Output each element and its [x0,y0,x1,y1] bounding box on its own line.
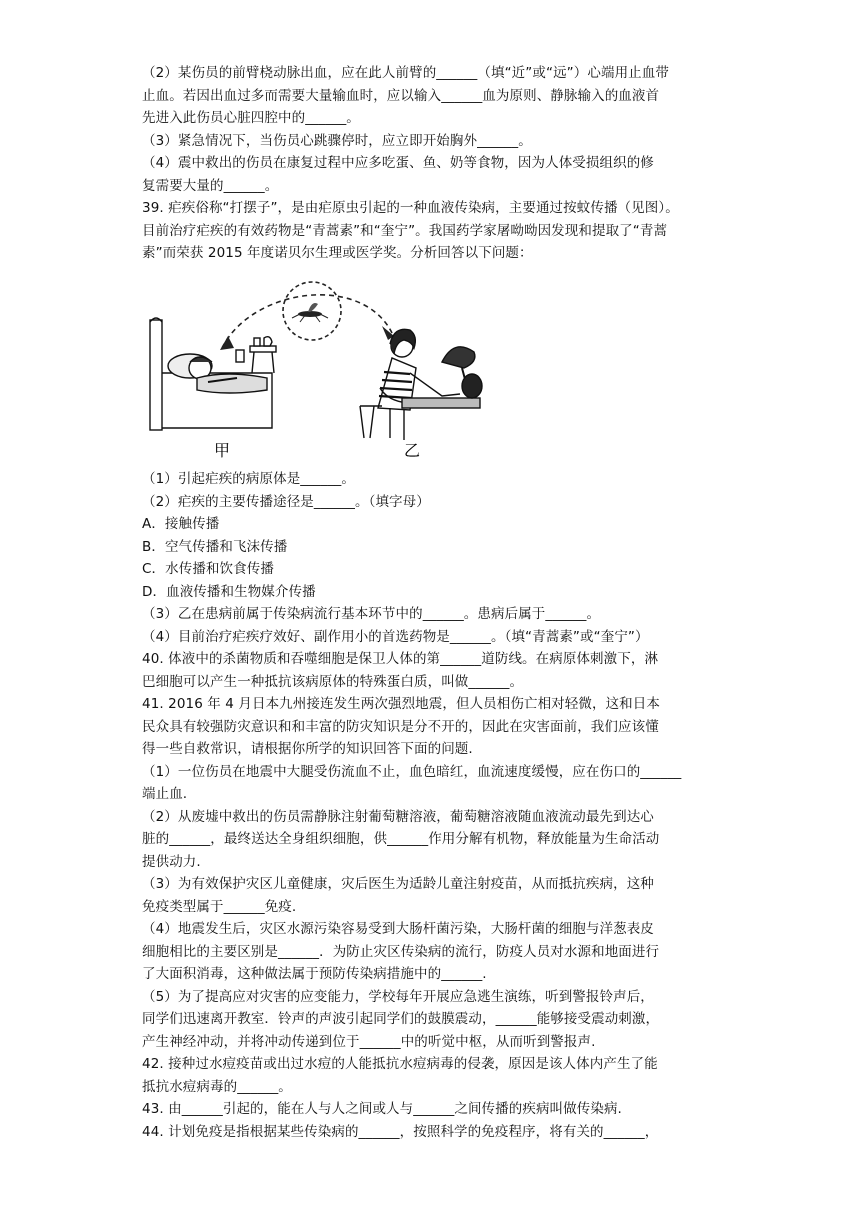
sick-patient-figure [150,318,276,430]
malaria-illustration [142,278,502,463]
q43-line1: 43. 由______引起的，能在人与人之间或人与______之间传播的疾病叫做传染病. [142,1101,622,1117]
q38-part2-line2: 止血。若因出血过多而需要大量输血时，应以输入______血为原则、静脉输入的血液首 [142,87,660,104]
q42-line2: 抵抗水痘病毒的______。 [142,1078,292,1095]
q41-part5-line1: （5）为了提高应对灾害的应变能力，学校每年开展应急逃生演练，听到警报铃声后， [142,988,654,1005]
mosquito-circle [283,282,341,340]
mosquito-icon [292,303,328,322]
q39-sub1: （1）引起疟疾的病原体是______。 [142,471,355,487]
healthy-person-figure [360,329,482,440]
q39-option-d: D．血液传播和生物媒介传播 [142,583,316,600]
q42-line1: 42. 接种过水痘疫苗或出过水痘的人能抵抗水痘病毒的侵袭，原因是该人体内产生了能 [142,1056,658,1072]
q40-line1: 40. 体液中的杀菌物质和吞噬细胞是保卫人体的第______道防线。在病原体刺激下，淋 [142,651,659,667]
arrow-head-left [220,336,234,350]
q41-part2-line3: 提供动力. [142,853,201,870]
q39-option-c: C．水传播和饮食传播 [142,561,274,577]
q44-line1: 44. 计划免疫是指根据某些传染病的______，按照科学的免疫程序，将有关的______， [142,1123,659,1140]
q41-part3-line1: （3）为有效保护灾区儿童健康，灾后医生为适龄儿童注射疫苗，从而抵抗疾病，这种 [142,876,654,892]
q41-part4-line1: （4）地震发生后，灾区水源污染容易受到大肠杆菌污染，大肠杆菌的细胞与洋葱表皮 [142,921,654,937]
q38-part4-line1: （4）震中救出的伤员在康复过程中应多吃蛋、鱼、奶等食物，因为人体受损组织的修 [142,155,654,171]
figure-label-yi: 乙 [404,441,421,460]
q38-part3: （3）紧急情况下，当伤员心跳骤停时，应立即开始胸外______。 [142,132,532,149]
q41-part4-line3: 了大面积消毒，这种做法属于预防传染病措施中的______. [142,966,487,982]
q38-part4-line2: 复需要大量的______。 [142,177,279,194]
q41-part1-line2: 端止血. [142,786,188,802]
q40-line2: 巴细胞可以产生一种抵抗该病原体的特殊蛋白质，叫做______。 [142,673,524,690]
q39-sub2: （2）疟疾的主要传播途径是______。（填字母） [142,493,430,510]
text-block-top [142,62,722,265]
q39-sub4: （4）目前治疗疟疾疗效好、副作用小的首选药物是______。（填“青蒿素”或“奎宁”） [142,628,649,645]
q41-intro-line1: 41. 2016 年 4 月日本九州接连发生两次强烈地震，但人员相伤亡相对轻微，这和日本 [142,696,660,712]
text-block-bottom [142,468,722,1143]
malaria-transmission-figure [142,278,502,463]
q38-part2-line3: 先进入此伤员心脏四腔中的______。 [142,110,360,126]
q41-part2-line2: 脏的______，最终送达全身组织细胞，供______作用分解有机物，释放能量为生命活动 [142,831,660,847]
q41-intro-line2: 民众具有较强防灾意识和和丰富的防灾知识是分不开的，因此在灾害面前，我们应该懂 [142,718,659,735]
q41-part5-line2: 同学们迅速离开教室．铃声的声波引起同学们的鼓膜震动，______能够接受震动刺激， [142,1011,660,1027]
figure-label-jia: 甲 [214,441,231,460]
q38-part2-line1: （2）某伤员的前臂桡动脉出血，应在此人前臂的______（填“近”或“远”）心端用止血带 [142,65,669,81]
q39-intro-line2: 目前治疗疟疾的有效药物是“青蒿素”和“奎宁”。我国药学家屠呦呦因发现和提取了“青蒿 [142,222,668,239]
q41-part1-line1: （1）一位伤员在地震中大腿受伤流血不止，血色暗红，血流速度缓慢，应在伤口的______ [142,763,682,780]
q39-option-a: A．接触传播 [142,516,220,532]
q39-option-b: B．空气传播和飞沫传播 [142,538,288,555]
q41-part3-line2: 免疫类型属于______免疫. [142,898,297,915]
q39-intro-line1: 39. 疟疾俗称“打摆子”，是由疟原虫引起的一种血液传染病，主要通过按蚊传播（见图）。 [142,200,679,216]
q39-sub3: （3）乙在患病前属于传染病流行基本环节中的______。患病后属于______。 [142,606,601,622]
q41-intro-line3: 得一些自救常识，请根据你所学的知识回答下面的问题. [142,741,473,757]
q41-part2-line1: （2）从废墟中救出的伤员需静脉注射葡萄糖溶液，葡萄糖溶液随血液流动最先到达心 [142,808,654,825]
q41-part4-line2: 细胞相比的主要区别是______．为防止灾区传染病的流行，防疫人员对水源和地面进行 [142,943,660,960]
q41-part5-line3: 产生神经冲动，并将冲动传递到位于______中的听觉中枢，从而听到警报声. [142,1033,596,1050]
q39-intro-line3: 素”而荣获 2015 年度诺贝尔生理或医学奖。分析回答以下问题： [142,245,533,261]
